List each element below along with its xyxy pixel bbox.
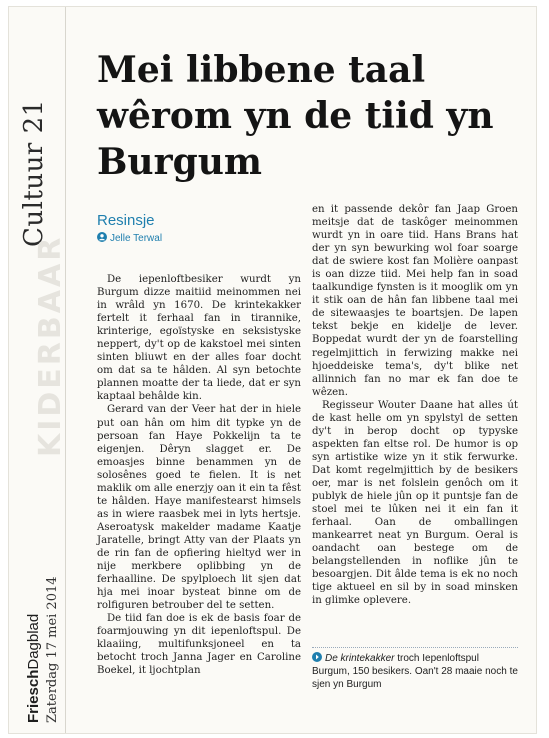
- caption-body: troch Iepenloftspul Burgum, 150 besikers. Oan't 28 maaie noch te sjen yn Burgum: [312, 653, 518, 690]
- ghost-text: [33, 234, 68, 467]
- issue-date: Zaterdag 17 mei 2014: [45, 576, 60, 723]
- ghost-text-content: KIDERBAAR: [33, 234, 68, 457]
- author-name: Jelle Terwal: [110, 233, 163, 244]
- headline: Mei libbene taal wêrom yn de tiid yn Burgum: [97, 49, 494, 183]
- byline: [97, 232, 162, 244]
- newspaper-name-bold: Friesch: [25, 669, 42, 723]
- caption-lead: De krintekakker: [325, 653, 395, 664]
- caption-text: [312, 652, 518, 691]
- paragraph: en it passende dekôr fan Jaap Groen meitsje dat de taskôger meinommen wurdt yn in oare tiid. Hans Brans hat der yn syn bewurking wol foar soarge dat de swiere kost fan Molière oanpast is oan dizze tiid. Mei help fan in soad taalkundige fynsten is it mooglik om yn it stik oan de hân fan libbene taal mei de sitewaasjes te boartsjen. De lapen tekst bekje en kidelje de lever. Boppedat wurdt der yn de foarstelling regelmjittich in ferwizing makke nei hjoeddeiske tema's, dy't blike net allinnich fan no mar ek fan doe te wêzen.: [312, 204, 518, 398]
- user-icon: [97, 232, 107, 242]
- newspaper-name-rest: Dagblad: [25, 613, 42, 670]
- photo-caption: [312, 647, 518, 691]
- paragraph: De iepenloftbesiker wurdt yn Burgum dizze maitiid meinommen nei in wrâld yn 1670. De krintekakker fertelt it ferhaal fan in tirannike, krinterige, egoïstyske en seksistyske neppert, dy't op de kakstoel mei sinten sinten bliuwt en der alles foar docht om dat sa te hâlden. Al syn betochte plannen moatte der ta liede, dat er syn kaptaal behâlde kin.: [97, 274, 301, 403]
- left-margin-strip: [9, 7, 69, 733]
- masthead: [23, 437, 67, 727]
- paragraph: De tiid fan doe is ek de basis foar de foarmjouwing yn dit iepenloftspul. De klaaiing, multifunksjoneel en ta betocht troch Janna Jager en Caroline Boekel, it ljochtplan: [97, 613, 301, 677]
- rubric-label: Resinsje: [97, 212, 155, 229]
- paragraph: Gerard van der Veer hat der in hiele put oan hân om him dit typke yn de persoan fan Haye Pokkelijn ta te eigenjen. Dêryn slagget er. De emoasjes binne benammen yn de solosênes goed te fielen. It is net maklik om alle enerzjy oan it ein ta fêst te hâlden. Haye manifestearst himsels as in wiere raasbek mei in lyts hertsje. Aseroatysk makelder madame Kaatje Jaratelle, bringt Atty van der Plaats yn de rin fan de opfiering hieltyd wer in nije merkbere oplibbing yn de ferhaalline. De spylploech lit sjen dat hja mei inoar bysteat binne om de rolfiguren betrouber del te setten.: [97, 404, 301, 612]
- section-label: [15, 31, 63, 251]
- newspaper-name: [25, 614, 42, 723]
- arrow-right-icon: [312, 652, 322, 662]
- article-column-left: [97, 273, 301, 677]
- article-column-right: [312, 203, 518, 607]
- newspaper-page: [8, 6, 537, 734]
- section-label-text: Cultuur 21: [19, 99, 49, 247]
- paragraph: Regisseur Wouter Daane hat alles út de kast helle om yn spylstyl de setten dy't in berop docht op typyske aspekten fan eltse rol. De humor is op syn artistike wize yn it stik ferwurke. Dat komt regelmjittich by de besikers oer, mar is net folslein genôch om it publyk de hiele jûn op it puntsje fan de stoel mei te lûken nei it ein fan it ferhaal. Oan de omballingen mankearret neat yn Burgum. Oeral is oandacht oan bestege om de belangstellenden in noflike jûn te besoargjen. Dit âlde tema is ek no noch tige aktueel en sil by in soad minsken in glimke oplevere.: [312, 399, 518, 607]
